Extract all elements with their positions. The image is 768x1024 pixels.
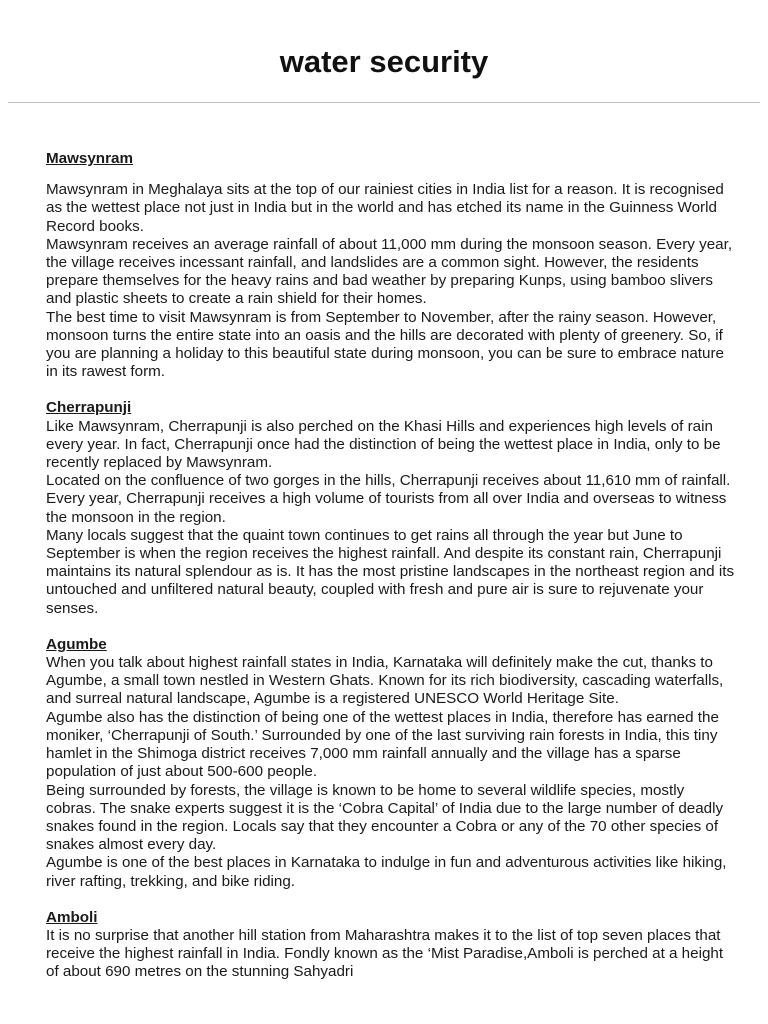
paragraph: The best time to visit Mawsynram is from September to November, after the rainy season. However, monsoon turns the entire state into an oasis and the hills are decorated with plenty of greenery. So, if you are planning a holiday to this beautiful state during monsoon, you can be sure to embrace nature in its rawest form.	[46, 308, 724, 381]
section-mawsynram	[46, 150, 736, 381]
paragraph: Located on the confluence of two gorges in the hills, Cherrapunji receives about 11,610 mm of rainfall. Every year, Cherrapunji receives a high volume of tourists from all over India and overseas to witness the monsoon in the region.	[46, 472, 731, 526]
paragraph: Like Mawsynram, Cherrapunji is also perched on the Khasi Hills and experiences high levels of rain every year. In fact, Cherrapunji once had the distinction of being the wettest place in India, only to be recently replaced by Mawsynram.	[46, 417, 721, 472]
section-amboli	[46, 909, 736, 982]
document-body	[46, 150, 736, 1000]
section-heading: Agumbe	[46, 635, 107, 653]
section-heading: Cherrapunji	[46, 399, 132, 417]
section-heading: Mawsynram	[46, 150, 133, 167]
page-title: water security	[279, 44, 489, 79]
title-divider	[8, 102, 760, 103]
section-cherrapunji	[46, 399, 736, 617]
paragraph: When you talk about highest rainfall states in India, Karnataka will definitely make the cut, thanks to Agumbe, a small town nestled in Western Ghats. Known for its rich biodiversity, cascading waterfalls, and surreal natural landscape, Agumbe is a registered UNESCO World Heritage Site.	[46, 654, 724, 708]
paragraph: Mawsynram in Meghalaya sits at the top of our rainiest cities in India list for a reason. It is recognised as the wettest place not just in India but in the world and has etched its name in the Guinness World Record books.	[46, 181, 724, 235]
paragraph: Agumbe is one of the best places in Karnataka to indulge in fun and adventurous activities like hiking, river rafting, trekking, and bike riding.	[46, 854, 727, 890]
paragraph: Being surrounded by forests, the village is known to be home to several wildlife species, mostly cobras. The snake experts suggest it is the ‘Cobra Capital’ of India due to the large number of deadly snakes found in the region. Locals say that they encounter a Cobra or any of the 70 other species of snakes almost every day.	[46, 781, 724, 854]
paragraph: Many locals suggest that the quaint town continues to get rains all through the year but June to September is when the region receives the highest rainfall. And despite its constant rain, Cherrapunji maintains its natural splendour as is. It has the most pristine landscapes in the northeast region and its untouched and unfiltered natural beauty, coupled with fresh and pure air is sure to rejuvenate your senses.	[46, 526, 735, 617]
paragraph: Agumbe also has the distinction of being one of the wettest places in India, therefore has earned the moniker, ‘Cherrapunji of South.’ Surrounded by one of the last surviving rain forests in India, this tiny hamlet in the Shimoga district receives 7,000 mm rainfall annually and the village has a sparse population of just about 500-600 people.	[46, 708, 719, 781]
section-heading: Amboli	[46, 908, 98, 926]
section-agumbe	[46, 636, 736, 891]
paragraph: Mawsynram receives an average rainfall of about 11,000 mm during the monsoon season. Every year, the village receives incessant rainfall, and landslides are a common sight. However, the residents prepare themselves for the heavy rains and bad weather by preparing Kunps, using bamboo slivers and plastic sheets to create a rain shield for their homes.	[46, 235, 733, 308]
paragraph: It is no surprise that another hill station from Maharashtra makes it to the list of top seven places that receive the highest rainfall in India. Fondly known as the ‘Mist Paradise,Amboli is perched at a height of about 690 metres on the stunning Sahyadri	[46, 926, 724, 981]
